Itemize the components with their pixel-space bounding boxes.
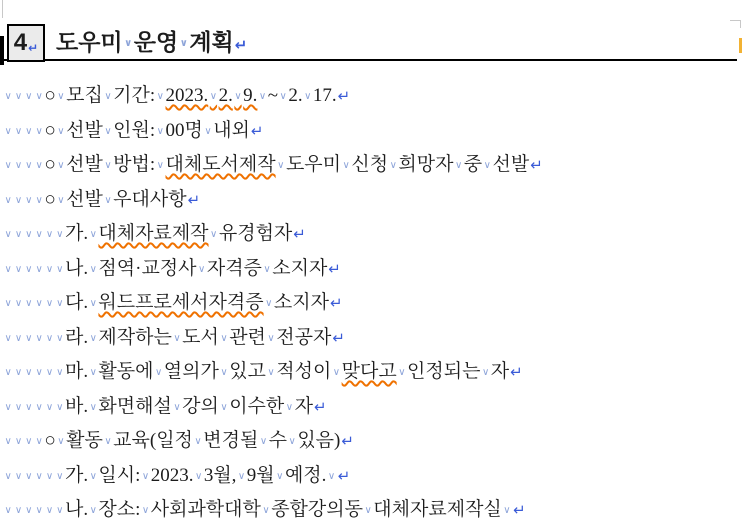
space-mark-icon: ∨ [4, 401, 12, 413]
text-run: ∨ ∨ ∨ ∨○ ∨활동 ∨교육(일정 ∨변경될 ∨수 ∨있음) [4, 430, 341, 451]
heading-number-box [7, 24, 45, 62]
space-mark-icon: ∨ [25, 401, 33, 413]
space-mark-icon: ∨ [104, 160, 112, 171]
space-mark-icon: ∨ [25, 367, 33, 378]
space-mark-icon: ∨ [14, 367, 23, 378]
text-run: ∨~ ∨2. ∨17. [258, 85, 337, 106]
space-mark-icon: ∨ [154, 367, 163, 378]
space-mark-icon: ∨ [220, 332, 228, 344]
paragraph-mark-icon: ↵ [234, 36, 248, 54]
space-mark-icon: ∨ [4, 91, 12, 102]
space-mark-icon: ∨ [4, 263, 12, 275]
space-mark-icon: ∨ [14, 194, 23, 206]
space-mark-icon: ∨ [4, 298, 12, 309]
space-mark-icon: ∨ [25, 298, 33, 309]
space-mark-icon: ∨ [89, 470, 97, 482]
space-mark-icon: ∨ [45, 367, 54, 378]
space-mark-icon: ∨ [57, 436, 65, 447]
space-mark-icon: ∨ [35, 436, 43, 447]
space-mark-icon: ∨ [454, 160, 463, 171]
space-mark-icon: ∨ [4, 367, 12, 378]
space-mark-icon: ∨ [267, 332, 275, 344]
space-mark-icon: ∨ [277, 160, 285, 171]
space-mark-icon: ∨ [25, 91, 33, 102]
paragraph-mark-icon: ↵ [28, 41, 39, 55]
space-mark-icon: ∨ [4, 160, 12, 171]
space-mark-icon: ∨ [56, 263, 64, 275]
space-mark-icon: ∨ [327, 470, 336, 482]
space-mark-icon: ∨ [104, 194, 112, 206]
space-mark-icon: ∨ [25, 505, 33, 516]
space-mark-icon: ∨ [263, 263, 271, 275]
space-mark-icon: ∨ [35, 332, 43, 344]
space-mark-icon: ∨ [389, 160, 397, 171]
text-run: ∨ ∨ ∨ ∨ ∨ ∨마. ∨활동에 ∨열의가 ∨있고 ∨적성이 ∨ [4, 361, 341, 382]
space-mark-icon: ∨ [156, 125, 164, 137]
space-mark-icon: ∨ [220, 367, 228, 378]
text-run: ∨ ∨ ∨ ∨○ ∨선발 ∨방법: ∨ [4, 154, 164, 175]
space-mark-icon: ∨ [259, 436, 268, 447]
space-mark-icon: ∨ [14, 401, 23, 413]
space-mark-icon: ∨ [45, 229, 54, 240]
document-body [3, 79, 742, 528]
space-mark-icon: ∨ [4, 194, 12, 206]
text-run: ∨ ∨ ∨ ∨ ∨ ∨가. ∨ [4, 223, 97, 244]
space-mark-icon: ∨ [89, 298, 97, 309]
paragraph-mark-icon: ↵ [313, 397, 327, 416]
space-mark-icon: ∨ [4, 229, 12, 240]
space-mark-icon: ∨ [56, 367, 64, 378]
space-mark-icon: ∨ [45, 470, 54, 482]
space-mark-icon: ∨ [14, 332, 23, 344]
spellcheck-underlined-text: 워드프로세서자격증 [98, 292, 264, 313]
space-mark-icon: ∨ [285, 401, 294, 413]
text-run: ∨ ∨ ∨ ∨ ∨ ∨나. ∨점역·교정사 ∨자격증 ∨소지자 [4, 257, 328, 279]
spellcheck-underlined-text: 대체자료제작 [98, 223, 209, 244]
space-mark-icon: ∨ [104, 436, 112, 447]
text-run: ∨ ∨ ∨ ∨○ ∨선발 ∨우대사항 [4, 188, 187, 210]
space-mark-icon: ∨ [179, 38, 188, 49]
space-mark-icon: ∨ [14, 160, 23, 171]
space-mark-icon: ∨ [14, 91, 23, 102]
space-mark-icon: ∨ [25, 125, 33, 137]
space-mark-icon: ∨ [4, 332, 12, 344]
space-mark-icon: ∨ [14, 229, 23, 240]
space-mark-icon: ∨ [276, 470, 284, 482]
doc-line[interactable] [3, 355, 742, 390]
space-mark-icon: ∨ [332, 367, 341, 378]
spellcheck-underlined-text: 대체도서제작 [165, 154, 276, 175]
space-mark-icon: ∨ [25, 160, 33, 171]
space-mark-icon: ∨ [194, 436, 202, 447]
space-mark-icon: ∨ [45, 263, 54, 275]
doc-line[interactable] [3, 459, 742, 494]
text-run: ∨ ∨ ∨ ∨ ∨ ∨라. ∨제작하는 ∨도서 ∨관련 ∨전공자 [4, 326, 332, 348]
space-mark-icon: ∨ [89, 505, 97, 516]
space-mark-icon: ∨ [304, 91, 312, 102]
space-mark-icon: ∨ [141, 470, 150, 482]
text-run: ∨ ∨ ∨ ∨ ∨ ∨다. ∨ [4, 292, 97, 313]
space-mark-icon: ∨ [25, 229, 33, 240]
space-mark-icon: ∨ [25, 436, 33, 447]
space-mark-icon: ∨ [35, 229, 43, 240]
space-mark-icon: ∨ [56, 229, 64, 240]
space-mark-icon: ∨ [210, 229, 218, 240]
space-mark-icon: ∨ [173, 401, 181, 413]
doc-line[interactable] [3, 286, 742, 321]
text-boundary-guide-right [730, 20, 741, 28]
space-mark-icon: ∨ [35, 367, 43, 378]
space-mark-icon: ∨ [14, 436, 23, 447]
space-mark-icon: ∨ [173, 332, 181, 344]
space-mark-icon: ∨ [89, 263, 97, 275]
space-mark-icon: ∨ [4, 505, 12, 516]
space-mark-icon: ∨ [45, 298, 54, 309]
space-mark-icon: ∨ [45, 401, 54, 413]
space-mark-icon: ∨ [104, 91, 112, 102]
space-mark-icon: ∨ [56, 401, 64, 413]
space-mark-icon: ∨ [124, 38, 133, 49]
space-mark-icon: ∨ [265, 298, 273, 309]
space-mark-icon: ∨ [35, 125, 43, 137]
text-run: ∨ ∨ ∨ ∨○ ∨선발 ∨인원: ∨00명 ∨내외 [4, 119, 250, 141]
space-mark-icon: ∨ [35, 91, 43, 102]
space-mark-icon: ∨ [89, 367, 97, 378]
space-mark-icon: ∨ [267, 367, 275, 378]
space-mark-icon: ∨ [89, 401, 97, 413]
paragraph-mark-icon: ↵ [293, 225, 306, 243]
paragraph-mark-icon: ↵ [341, 432, 354, 450]
space-mark-icon: ∨ [483, 160, 491, 171]
space-mark-icon: ∨ [258, 91, 267, 102]
text-run: ∨도우미 ∨신청 ∨희망자 ∨중 ∨선발 [277, 154, 530, 175]
space-mark-icon: ∨ [398, 367, 406, 378]
space-mark-icon: ∨ [262, 505, 270, 516]
text-run: ∨ ∨ ∨ ∨○ ∨모집 ∨기간: ∨ [4, 85, 164, 106]
doc-line[interactable] [3, 493, 742, 528]
space-mark-icon: ∨ [204, 125, 212, 137]
text-run: ∨소지자 [265, 292, 329, 313]
space-mark-icon: ∨ [56, 470, 64, 482]
space-mark-icon: ∨ [503, 505, 511, 516]
space-mark-icon: ∨ [279, 91, 287, 102]
space-mark-icon: ∨ [45, 332, 54, 344]
doc-line[interactable] [3, 114, 742, 149]
space-mark-icon: ∨ [237, 470, 246, 482]
space-mark-icon: ∨ [141, 505, 150, 516]
space-mark-icon: ∨ [156, 160, 164, 171]
paragraph-mark-icon: ↵ [337, 466, 351, 485]
space-mark-icon: ∨ [35, 298, 43, 309]
doc-line[interactable] [3, 217, 742, 252]
space-mark-icon: ∨ [209, 91, 218, 102]
space-mark-icon: ∨ [57, 160, 65, 171]
space-mark-icon: ∨ [25, 194, 33, 206]
paragraph-mark-icon: ↵ [337, 87, 351, 105]
text-run: ∨ ∨ ∨ ∨ ∨ ∨가. ∨일시: ∨2023. ∨3월, ∨9월 ∨예정. ∨ [4, 464, 336, 486]
spellcheck-underlined-text: 2023. ∨2. ∨9. [165, 85, 258, 106]
doc-line[interactable] [3, 252, 742, 287]
paragraph-mark-icon: ↵ [329, 294, 343, 312]
space-mark-icon: ∨ [56, 332, 64, 344]
doc-line[interactable] [3, 79, 742, 114]
paragraph-mark-icon: ↵ [513, 501, 526, 519]
doc-line[interactable] [3, 321, 742, 356]
doc-line[interactable] [3, 424, 742, 459]
paragraph-mark-icon: ↵ [250, 121, 264, 140]
text-run: ∨유경험자 [210, 223, 293, 244]
space-mark-icon: ∨ [198, 263, 206, 275]
space-mark-icon: ∨ [14, 298, 23, 309]
spellcheck-underlined-text: 맞다고 [341, 361, 397, 382]
space-mark-icon: ∨ [35, 263, 43, 275]
space-mark-icon: ∨ [364, 505, 372, 516]
space-mark-icon: ∨ [25, 470, 33, 482]
space-mark-icon: ∨ [35, 401, 43, 413]
space-mark-icon: ∨ [57, 194, 65, 206]
space-mark-icon: ∨ [14, 125, 23, 137]
doc-line[interactable] [3, 390, 742, 425]
space-mark-icon: ∨ [14, 263, 23, 275]
space-mark-icon: ∨ [35, 470, 43, 482]
space-mark-icon: ∨ [89, 229, 97, 240]
space-mark-icon: ∨ [56, 298, 64, 309]
space-mark-icon: ∨ [89, 332, 97, 344]
paragraph-mark-icon: ↵ [187, 190, 201, 209]
text-run: ∨ ∨ ∨ ∨ ∨ ∨나. ∨장소: ∨사회과학대학 ∨종합강의동 ∨대체자료제작실 ∨ [4, 499, 511, 520]
space-mark-icon: ∨ [25, 263, 33, 275]
space-mark-icon: ∨ [35, 505, 43, 516]
doc-line[interactable] [3, 148, 742, 183]
space-mark-icon: ∨ [45, 505, 54, 516]
space-mark-icon: ∨ [156, 91, 164, 102]
heading-title: 도우미 ∨운영 ∨계획↵ [56, 29, 248, 55]
text-run: ∨ ∨ ∨ ∨ ∨ ∨바. ∨화면해설 ∨강의 ∨이수한 ∨자 [4, 395, 313, 417]
space-mark-icon: ∨ [4, 470, 12, 482]
space-mark-icon: ∨ [14, 505, 23, 516]
space-mark-icon: ∨ [342, 160, 350, 171]
space-mark-icon: ∨ [481, 367, 490, 378]
space-mark-icon: ∨ [57, 125, 65, 137]
paragraph-mark-icon: ↵ [510, 363, 523, 381]
space-mark-icon: ∨ [104, 125, 112, 137]
doc-line[interactable] [3, 183, 742, 218]
heading-number: 4 [13, 29, 28, 56]
space-mark-icon: ∨ [220, 401, 228, 413]
text-boundary-guide-left [2, 0, 3, 18]
space-mark-icon: ∨ [35, 160, 43, 171]
space-mark-icon: ∨ [288, 436, 296, 447]
space-mark-icon: ∨ [234, 91, 242, 102]
space-mark-icon: ∨ [194, 470, 203, 482]
space-mark-icon: ∨ [35, 194, 43, 206]
space-mark-icon: ∨ [25, 332, 33, 344]
text-run: ∨인정되는 ∨자 [398, 361, 510, 382]
space-mark-icon: ∨ [57, 91, 65, 102]
paragraph-mark-icon: ↵ [530, 156, 543, 174]
space-mark-icon: ∨ [14, 470, 23, 482]
space-mark-icon: ∨ [56, 505, 64, 516]
paragraph-mark-icon: ↵ [328, 259, 341, 278]
space-mark-icon: ∨ [4, 125, 12, 137]
paragraph-mark-icon: ↵ [332, 328, 345, 347]
space-mark-icon: ∨ [4, 436, 12, 447]
